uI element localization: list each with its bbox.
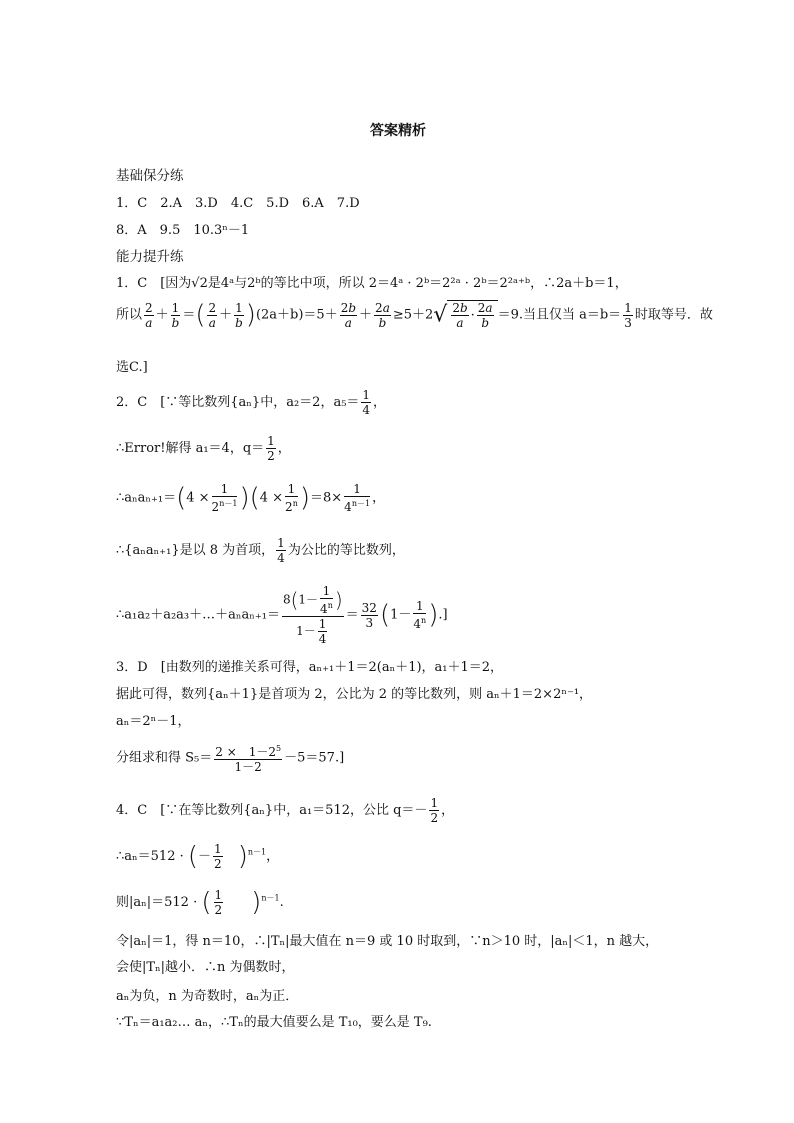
section-advanced: 能力提升练 <box>116 249 184 265</box>
sol4-line5: 会使|Tₙ|越小．∴n 为偶数时， <box>116 960 295 975</box>
sol2-text-4a: ∴{aₙaₙ₊₁}是以 8 为首项， <box>116 543 275 558</box>
sol2-text-2: ∴Error!解得 a₁＝4，q＝ <box>116 441 265 456</box>
sol2-text-3a: ∴aₙaₙ₊₁＝ <box>116 490 177 506</box>
sol4-line2: ∴aₙ＝512 · (－ $\frac{1}{2}$ )$^{n-1}$， <box>116 841 280 872</box>
sol3-line4: 分组求和得 S₅＝ $\frac{2 \times 1-2^5}{1-2}$ －5＝57.] <box>116 744 345 774</box>
sol2-text-5b: ＝ <box>345 607 359 623</box>
sol1-text-d: ＝9.当且仅当 a＝b＝ <box>497 307 622 323</box>
sol4-text-2: ∴aₙ＝512 · <box>116 849 184 864</box>
sol2-line1: 2．C [∵等比数列{aₙ}中，a₂＝2，a₅＝ $\frac{1}{4}$ ， <box>116 388 387 417</box>
sol1-line3: 选C.] <box>116 360 148 375</box>
sol2-line3: ∴aₙaₙ₊₁＝(4 × $\frac{1}{2^{n-1}}$ )(4 × $\frac{1}{2^n}$ )＝8× $\frac{1}{4^{n-1}}$ ， <box>116 482 386 514</box>
sol1-line2: 所以 $\frac{2}{a}$ ＋ $\frac{1}{b}$ ＝( $\frac{2}{a}$ ＋ $\frac{1}{b}$ )(2a＋b)＝5＋ $\frac{2b}{a}$ ＋ $\frac{2a}{b}$ ≥5＋2√ $\frac{2b}{a}$ · $\frac{2a}{b}$ ＝9.当且仅当 a＝b＝ $\frac{1}{3}$ 时取等号．故 <box>116 300 713 330</box>
sol2-line2: ∴Error!解得 a₁＝4，q＝ $\frac{1}{2}$ ， <box>116 434 291 463</box>
sol1-text-a: 所以 <box>116 307 143 323</box>
sol2-line5: ∴a₁a₂＋a₂a₃＋…＋aₙaₙ₊₁＝ 8(1－ $\frac{1}{4^n}$ ) 1－ $\frac{1}{4}$ ＝ $\frac{32}{3}$ (1－ $\frac{1}{4^n}$ ).] <box>116 584 448 646</box>
sol2-line4: ∴{aₙaₙ₊₁}是以 8 为首项， $\frac{1}{4}$ 为公比的等比数列， <box>116 536 405 565</box>
sol2-text-1: 2．C [∵等比数列{aₙ}中，a₂＝2，a₅＝ <box>116 395 360 410</box>
sol2-text-5a: ∴a₁a₂＋a₂a₃＋…＋aₙaₙ₊₁＝ <box>116 607 280 623</box>
sol4-line6: aₙ为负，n 为奇数时，aₙ为正． <box>116 989 299 1004</box>
sol4-line1: 4．C [∵在等比数列{aₙ}中，a₁＝512，公比 q＝－ $\frac{1}{2}$ ， <box>116 796 455 825</box>
sol3-text-4a: 分组求和得 S₅＝ <box>116 750 213 766</box>
sol1-text-e: 时取等号．故 <box>634 307 713 323</box>
section-basic: 基础保分练 <box>116 168 184 184</box>
page-title: 答案精析 <box>370 123 426 139</box>
answers-row-1: 1．C 2.A 3.D 4.C 5.D 6.A 7.D <box>116 196 360 211</box>
sol3-line1: 3．D [由数列的递推关系可得，aₙ₊₁＋1＝2(aₙ＋1)，a₁＋1＝2， <box>116 660 504 675</box>
sol3-text-4b: －5＝57.] <box>284 750 345 766</box>
sol4-text-3: 则|aₙ|＝512 · <box>116 895 198 910</box>
sol2-text-5c: .] <box>438 607 448 623</box>
sol1-text-b: (2a＋b)＝5＋ <box>255 307 338 323</box>
sol1-text-c: ≥5＋2 <box>392 307 434 323</box>
sol4-line7: ∵Tₙ＝a₁a₂… aₙ，∴Tₙ的最大值要么是 T₁₀，要么是 T₉. <box>116 1015 432 1030</box>
sol3-line3: aₙ＝2ⁿ－1， <box>116 714 191 729</box>
sol4-text-1: 4．C [∵在等比数列{aₙ}中，a₁＝512，公比 q＝－ <box>116 803 428 818</box>
sol1-line1: 1．C [因为√2是4ᵃ与2ᵇ的等比中项，所以 2＝4ᵃ · 2ᵇ＝2²ᵃ · 2ᵇ＝2²ᵃ⁺ᵇ，∴2a＋b＝1， <box>116 276 628 291</box>
sol2-text-3b: ＝8× <box>310 490 343 506</box>
sol3-line2: 据此可得，数列{aₙ＋1}是首项为 2，公比为 2 的等比数列，则 aₙ＋1＝2×2ⁿ⁻¹， <box>116 687 593 702</box>
answers-row-2: 8．A 9.5 10.3ⁿ－1 <box>116 223 250 238</box>
sol4-line4: 令|aₙ|＝1，得 n＝10，∴|Tₙ|最大值在 n＝9 或 10 时取到，∵n＞10 时，|aₙ|＜1，n 越大， <box>116 934 659 949</box>
sol4-line3: 则|aₙ|＝512 · ( $\frac{1}{2}$ )$^{n-1}$. <box>116 887 284 918</box>
sol2-text-4b: 为公比的等比数列， <box>287 543 405 558</box>
